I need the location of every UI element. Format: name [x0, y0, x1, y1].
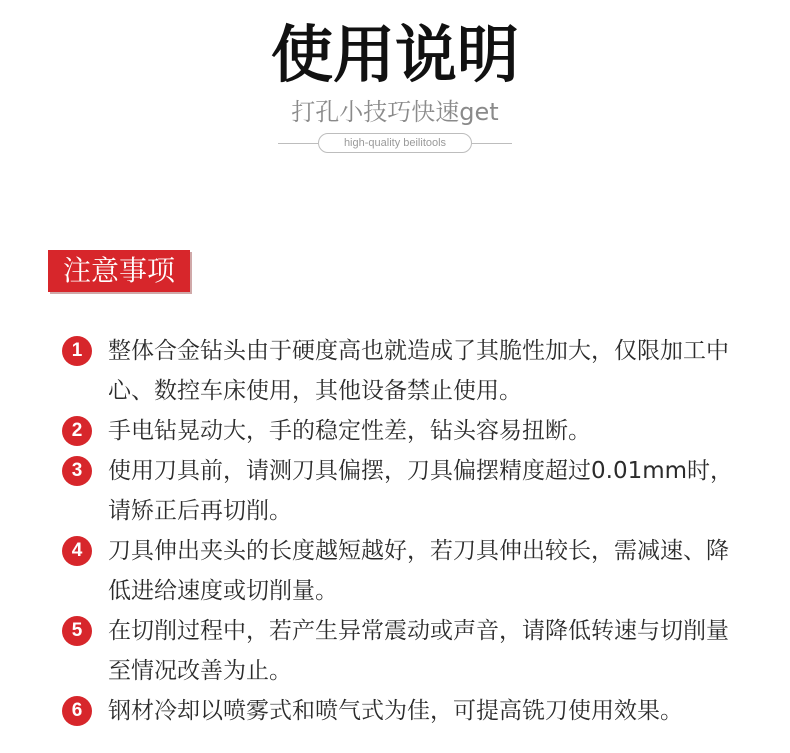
item-text-line: 钢材冷却以喷雾式和喷气式为佳，可提高铣刀使用效果。 — [108, 698, 683, 724]
item-text-line: 整体合金钻头由于硬度高也就造成了其脆性加大，仅限加工中 — [108, 338, 729, 364]
tagline-pill: high-quality beilitools — [318, 133, 472, 153]
page-subtitle: 打孔小技巧快速get — [291, 98, 499, 126]
item-number-badge: 4 — [62, 536, 92, 566]
item-number-badge: 5 — [62, 616, 92, 646]
item-text-line: 在切削过程中，若产生异常震动或声音，请降低转速与切削量 — [108, 618, 729, 644]
notice-item — [62, 411, 762, 451]
notice-item — [62, 611, 762, 691]
item-number-badge: 2 — [62, 416, 92, 446]
item-text-line: 刀具伸出夹头的长度越短越好，若刀具伸出较长，需减速、降 — [108, 538, 729, 564]
notice-item — [62, 451, 762, 531]
notice-item — [62, 331, 762, 411]
item-number-badge: 3 — [62, 456, 92, 486]
item-text-line: 手电钻晃动大，手的稳定性差，钻头容易扭断。 — [108, 418, 591, 444]
item-text-line: 请矫正后再切削。 — [108, 498, 292, 524]
notice-item — [62, 691, 762, 731]
item-text-line: 低进给速度或切削量。 — [108, 578, 338, 604]
page-title: 使用说明 — [270, 18, 519, 91]
item-text-line: 心、数控车床使用，其他设备禁止使用。 — [108, 378, 522, 404]
item-text-line: 使用刀具前，请测刀具偏摆，刀具偏摆精度超过0.01mm时， — [108, 458, 734, 484]
notice-list — [62, 331, 762, 731]
item-text-line: 至情况改善为止。 — [108, 658, 292, 684]
notice-heading: 注意事项 — [48, 250, 190, 292]
tagline-divider-left — [278, 143, 318, 144]
tagline-divider-right — [472, 143, 512, 144]
item-number-badge: 6 — [62, 696, 92, 726]
notice-item — [62, 531, 762, 611]
item-number-badge: 1 — [62, 336, 92, 366]
